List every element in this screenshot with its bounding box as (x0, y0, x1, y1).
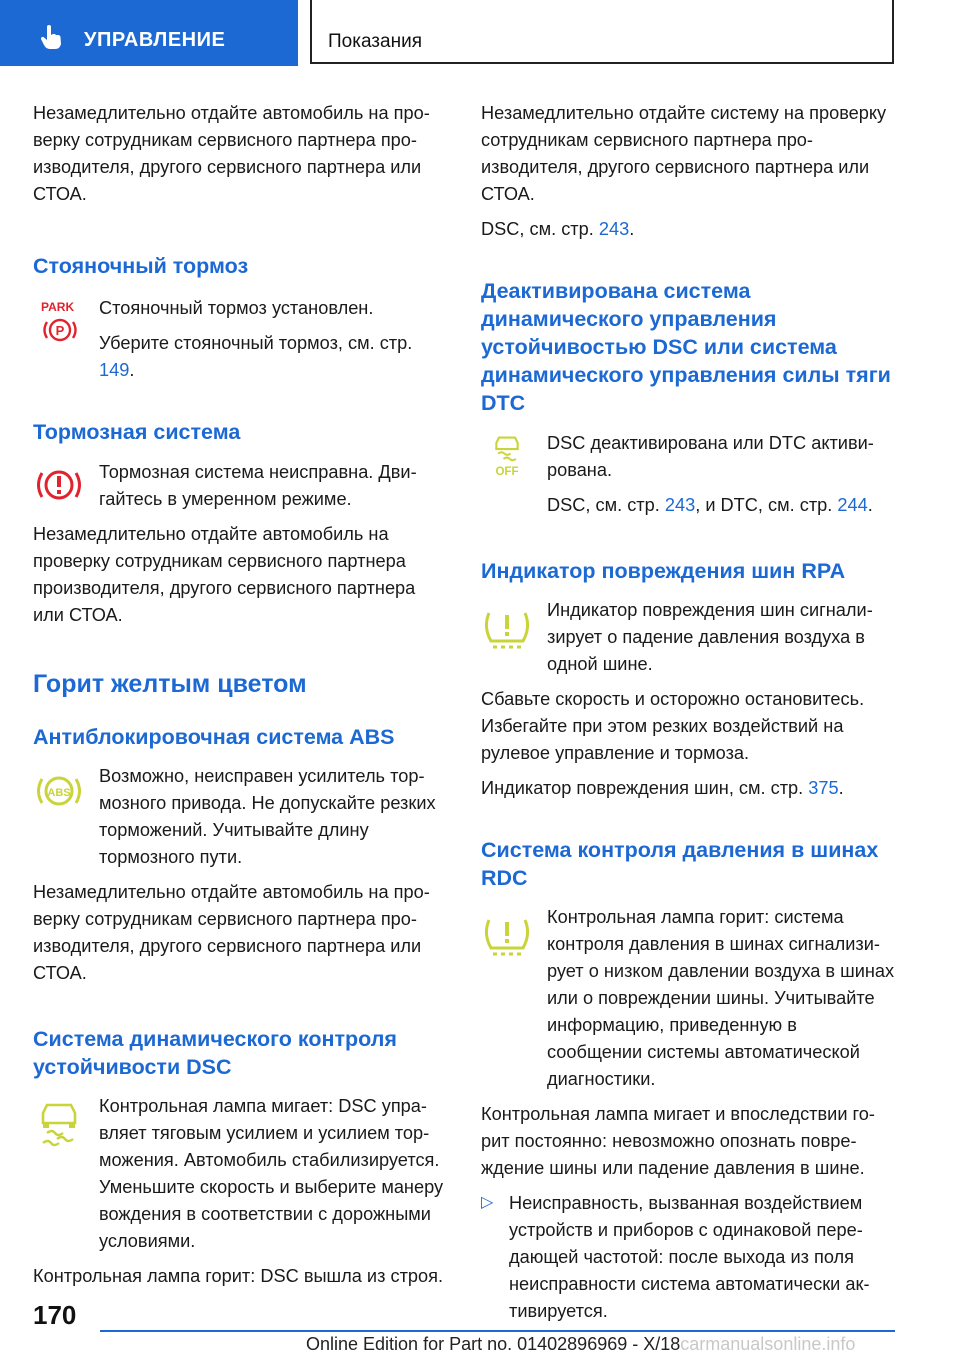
section-label: УПРАВЛЕНИЕ (84, 29, 226, 51)
abs-icon-text: ABS (47, 787, 71, 799)
dsc-text-2: Контрольная лампа горит: DSC вышла из строя. (33, 1266, 444, 1286)
dsc-item (33, 1093, 447, 1255)
right-column (481, 100, 895, 1325)
chapter-tab[interactable] (310, 0, 894, 64)
brake-item (33, 459, 447, 513)
paragraph: Незамедлительно отдайте автомобиль на проверку сотрудникам сервисного партнера производителя, другого сервисного партнера или СТОА. (33, 103, 430, 204)
heading-yellow: Горит желтым цветом (33, 670, 307, 698)
dsc-off-text-2: DSC, см. стр. 243, и DTC, см. стр. 244. (547, 495, 873, 515)
parking-brake-icon (33, 299, 85, 347)
dsc-off-icon-text: OFF (495, 465, 519, 478)
section-heading-dsc-off: Деактивирована система динамического управления устойчивостью DSC или система динамического управления силы тяги DTC (481, 279, 891, 415)
chapter-label: Показания (328, 31, 422, 52)
tire-pressure-icon (481, 914, 533, 962)
page-link[interactable]: 244 (837, 495, 868, 515)
parking-text-2: Уберите стояночный тормоз, см. стр. 149. (99, 333, 413, 380)
section-heading-rpa: Индикатор повреждения шин RPA (481, 559, 846, 583)
rpa-text-3: Индикатор повреждения шин, см. стр. 375. (481, 778, 844, 798)
triangle-bullet-icon: ▷ (481, 1194, 494, 1211)
dsc-text-1: Контрольная лампа мигает: DSC управляет тяговым усилием и усилием торможения. Автомобиль стабилизируется. Уменьшите скорость и выберите манеру вождения в соответствии с дорожными условиями. (99, 1096, 444, 1251)
rdc-text-2: Контрольная лампа мигает и впоследствии горит постоянно: невозможно опознать повреждение шины или падение давления в шине. (481, 1104, 875, 1178)
brake-text-2: Незамедлительно отдайте автомобиль на проверку сотрудникам сервисного партнера производителя, другого сервисного партнера или СТОА. (33, 524, 416, 625)
abs-icon (33, 769, 85, 817)
bullet-text: Неисправность, вызванная воздействием устройств и приборов с одинаковой передающей частотой: после выхода из поля неисправности система автоматически активируется. (509, 1193, 870, 1321)
brake-text-1: Тормозная система неисправна. Двигайтесь в умеренном режиме. (99, 462, 417, 509)
tire-pressure-icon (481, 607, 533, 655)
rpa-text-1: Индикатор повреждения шин сигнализирует о падение давления воздуха в одной шине. (547, 600, 873, 674)
section-heading-rdc: Система контроля давления в шинах RDC (481, 838, 879, 890)
footer-divider (100, 1330, 895, 1332)
left-column (33, 100, 447, 1290)
page-link[interactable]: 375 (808, 778, 839, 798)
abs-item (33, 763, 447, 871)
dsc-skid-icon (33, 1101, 85, 1149)
watermark: carmanualsonline.info (680, 1334, 856, 1354)
page-number: 170 (33, 1300, 77, 1330)
page-header (0, 0, 960, 66)
paragraph: Незамедлительно отдайте систему на проверку сотрудникам сервисного партнера производителя, другого сервисного партнера или СТОА. (481, 103, 887, 204)
rdc-item (481, 904, 895, 1093)
section-heading-dsc: Система динамического контроля устойчивости DSC (33, 1027, 397, 1079)
parking-text-1: Стояночный тормоз установлен. (99, 298, 374, 318)
dsc-off-item (481, 430, 895, 519)
section-heading-abs: Антиблокировочная система ABS (33, 725, 395, 749)
page-link[interactable]: 243 (598, 219, 630, 239)
abs-text-1: Возможно, неисправен усилитель тормозного привода. Не допускайте резких торможений. Учитывайте длину тормозного пути. (99, 766, 436, 867)
section-heading-parking: Стояночный тормоз (33, 254, 249, 278)
dsc-off-text-1: DSC деактивирована или DTC активирована. (547, 433, 874, 480)
svg-text:P: P (55, 323, 65, 338)
section-heading-brake: Тормозная система (33, 420, 241, 444)
dsc-off-icon (481, 434, 533, 482)
page-link[interactable]: 149 (99, 360, 130, 380)
section-tab[interactable] (0, 0, 298, 66)
brake-warning-icon (33, 461, 85, 509)
dsc-reference: DSC, см. стр. 243. (481, 219, 635, 239)
parking-icon-text: PARK (41, 300, 75, 314)
rdc-text-1: Контрольная лампа горит: система контроля давления в шинах сигнализирует о низком давлении воздуха в шинах или о повреждении шины. Учитывайте информацию, приведенную в сообщении системы автоматической диагностики. (547, 907, 895, 1089)
footer-edition: Online Edition for Part no. 01402896969 - X/18carmanualsonline.info (306, 1334, 856, 1354)
rpa-item (481, 597, 895, 678)
page-link[interactable]: 243 (664, 495, 696, 515)
list-item (481, 1190, 895, 1325)
abs-text-2: Незамедлительно отдайте автомобиль на проверку сотрудникам сервисного партнера производителя, другого сервисного партнера или СТОА. (33, 882, 430, 983)
hand-pointer-icon (40, 24, 64, 50)
rpa-text-2: Сбавьте скорость и осторожно остановитесь. Избегайте при этом резких воздействий на рулевое управление и тормоза. (481, 689, 865, 763)
parking-item (33, 295, 447, 384)
